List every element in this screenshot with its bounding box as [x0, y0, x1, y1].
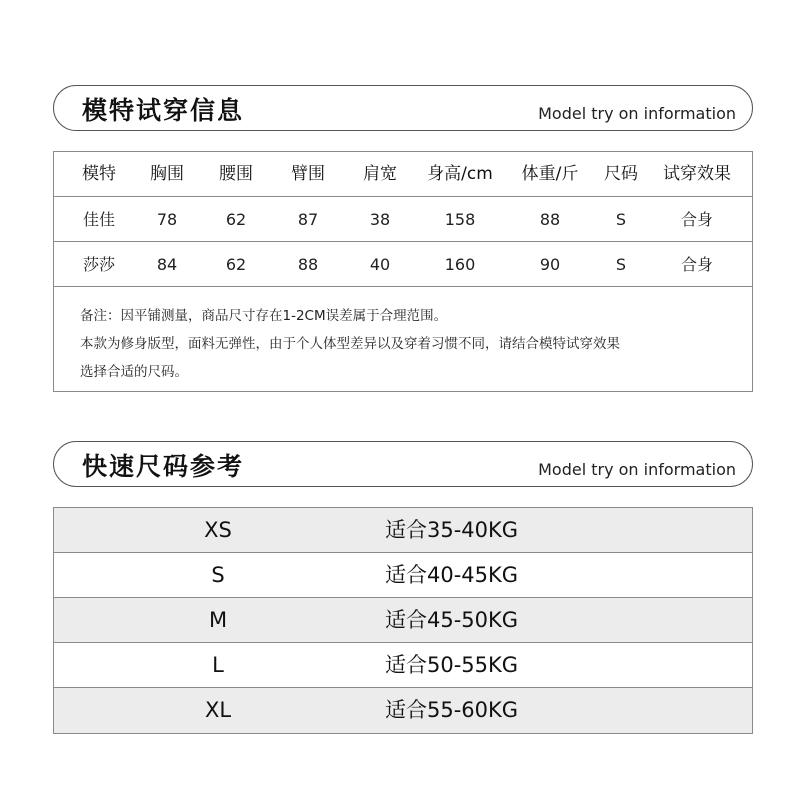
cell-shoulder: 38	[369, 210, 391, 229]
cell-shoulder: 40	[369, 255, 391, 274]
cell-height: 160	[444, 255, 476, 274]
cell-waist: 62	[225, 255, 247, 274]
size-reference-table	[53, 507, 753, 734]
weight-range: 适合45-50KG	[385, 608, 519, 632]
cell-chest: 84	[156, 255, 178, 274]
header-cell-chest: 胸围	[150, 164, 184, 184]
table-row	[54, 242, 752, 287]
cell-arm: 88	[297, 255, 319, 274]
header-cell-size: 尺码	[604, 164, 638, 184]
weight-range: 适合40-45KG	[385, 563, 519, 587]
size-row: S 适合40-45KG	[54, 553, 752, 598]
note-line: 备注：因平铺测量，商品尺寸存在1-2CM误差属于合理范围。	[80, 308, 448, 324]
size-row: M 适合45-50KG	[54, 598, 752, 643]
table-header-row	[54, 152, 752, 197]
size-reference-header	[53, 441, 753, 487]
cell-model-name: 佳佳	[82, 210, 116, 229]
size-row: L 适合50-55KG	[54, 643, 752, 688]
cell-arm: 87	[297, 210, 319, 229]
header-cell-shoulder: 肩宽	[363, 164, 397, 184]
cell-weight: 88	[539, 210, 561, 229]
size-row: XS 适合35-40KG	[54, 508, 752, 553]
cell-height: 158	[444, 210, 476, 229]
header-cell-height: 身高/cm	[427, 164, 493, 184]
weight-range: 适合50-55KG	[385, 653, 519, 677]
header-cell-weight: 体重/斤	[521, 164, 579, 184]
size-row: XL 适合55-60KG	[54, 688, 752, 733]
header-cell-waist: 腰围	[219, 164, 253, 184]
cell-weight: 90	[539, 255, 561, 274]
cell-fit: 合身	[680, 210, 714, 229]
table-row	[54, 197, 752, 242]
cell-fit: 合身	[680, 255, 714, 274]
size-reference-subtitle: Model try on information	[538, 460, 736, 479]
header-cell-fit: 试穿效果	[663, 164, 731, 184]
header-cell-arm: 臂围	[291, 164, 325, 184]
model-info-header	[53, 85, 753, 131]
cell-chest: 78	[156, 210, 178, 229]
cell-size: S	[615, 255, 627, 274]
weight-range: 适合35-40KG	[385, 518, 519, 542]
model-info-title: 模特试穿信息	[82, 96, 245, 125]
cell-waist: 62	[225, 210, 247, 229]
weight-range: 适合55-60KG	[385, 698, 519, 722]
note-line: 本款为修身版型，面料无弹性，由于个人体型差异以及穿着习惯不同，请结合模特试穿效果	[80, 336, 620, 352]
model-info-subtitle: Model try on information	[538, 104, 736, 123]
notes-block	[80, 302, 740, 386]
size-reference-title: 快速尺码参考	[82, 452, 245, 481]
header-cell-model: 模特	[82, 164, 116, 184]
note-line: 选择合适的尺码。	[80, 364, 188, 380]
cell-size: S	[615, 210, 627, 229]
model-info-table	[53, 151, 753, 392]
cell-model-name: 莎莎	[82, 255, 116, 274]
